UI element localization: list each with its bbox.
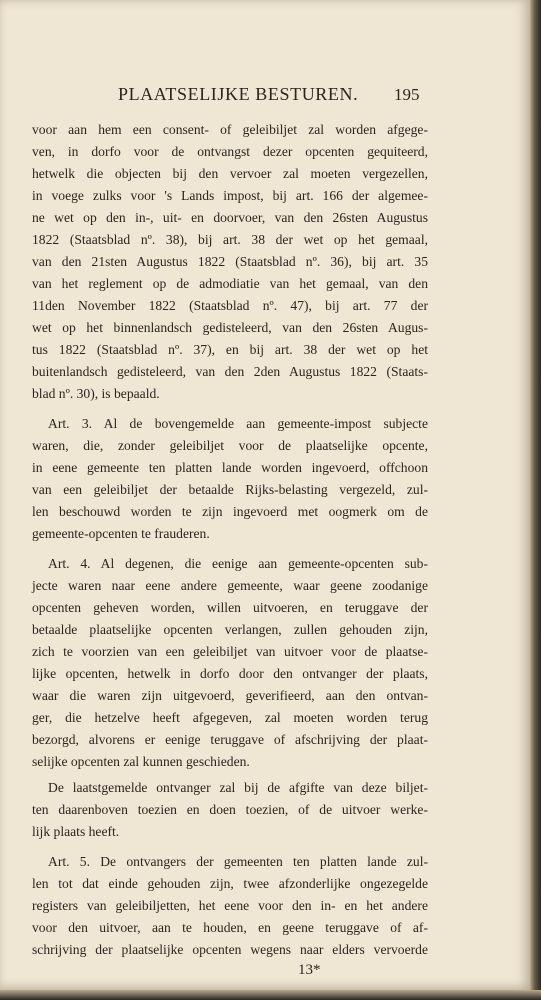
text-line: De laatstgemelde ontvanger zal bij de afgifte van deze biljet-	[48, 780, 428, 795]
text-line: voor aan hem een consent- of geleibiljet zal worden afgege-	[32, 122, 428, 137]
text-line: ne wet op den in-, uit- en doorvoer, van den 26sten Augustus	[32, 210, 428, 225]
text-line: schrijving der plaatselijke opcenten wegens naar elders vervoerde	[32, 942, 428, 957]
text-line: 11den November 1822 (Staatsblad nº. 47), bij art. 77 der	[32, 298, 428, 313]
page-number: 195	[394, 85, 420, 104]
text-line: lijke opcenten, hetwelk in dorfo door den ontvanger der plaats,	[32, 666, 428, 681]
text-line: bezorgd, alvorens er eenige teruggave of afschrijving der plaat-	[32, 732, 428, 747]
page-edge	[530, 0, 541, 1000]
text-line: wet op het binnenlandsch gedisteleerd, van den 26sten Augus-	[32, 320, 428, 335]
text-line: len tot dat einde gehouden zijn, twee afzonderlijke ongezegelde	[32, 876, 428, 891]
text-line: ven, in dorfo voor de ontvangst dezer opcenten gequiteerd,	[32, 144, 428, 159]
text-line: opcenten geheven worden, willen uitvoeren, en teruggave der	[32, 600, 428, 615]
text-line: van den 21sten Augustus 1822 (Staatsblad nº. 36), bij art. 35	[32, 254, 428, 269]
text-line: zich te voorzien van een geleibiljet van uitvoer voor de plaatse-	[32, 644, 428, 659]
text-line: voor den uitvoer, aan te houden, en geene teruggave of af-	[32, 920, 428, 935]
text-line: ten daarenboven toezien en doen toezien, of de uitvoer werke-	[32, 802, 428, 817]
text-line: betaalde plaatselijke opcenten verlangen, zullen gehouden zijn,	[32, 622, 428, 637]
text-line: in eene gemeente ten platten lande worden ingevoerd, offchoon	[32, 460, 428, 475]
text-line: Art. 4. Al degenen, die eenige aan gemeente-opcenten sub-	[48, 556, 428, 571]
text-line: Art. 5. De ontvangers der gemeenten ten platten lande zul-	[48, 854, 428, 869]
running-header-title: PLAATSELIJKE BESTUREN.	[118, 84, 359, 104]
text-line: van een geleibiljet der betaalde Rijks-belasting vergezeld, zul-	[32, 482, 428, 497]
text-line: waren, die, zonder geleibiljet voor de plaatselijke opcente,	[32, 438, 428, 453]
text-line: selijke opcenten zal kunnen geschieden.	[32, 754, 250, 769]
text-line: len beschouwd worden te zijn ingevoerd met oogmerk om de	[32, 504, 428, 519]
text-line: Art. 3. Al de bovengemelde aan gemeente-impost subjecte	[48, 416, 428, 431]
text-line: ger, die hetzelve heeft afgegeven, zal moeten worden terug	[32, 710, 428, 725]
text-line: hetwelk die objecten bij den vervoer zal moeten vergezellen,	[32, 166, 428, 181]
text-line: in voege zulks voor 's Lands impost, bij art. 166 der algemee-	[32, 188, 428, 203]
text-line: van het reglement op de admodiatie van het gemaal, van den	[32, 276, 428, 291]
page-bottom-edge	[0, 990, 541, 1000]
text-line: buitenlandsch gedisteleerd, van den 2den Augustus 1822 (Staats-	[32, 364, 428, 379]
text-line: registers van geleibiljetten, het eene voor den in- en het andere	[32, 898, 428, 913]
text-line: waar die waren zijn uitgevoerd, geverifieerd, aan den ontvan-	[32, 688, 428, 703]
text-line: gemeente-opcenten te frauderen.	[32, 526, 210, 541]
text-line: tus 1822 (Staatsblad nº. 37), en bij art. 38 der wet op het	[32, 342, 428, 357]
text-line: lijk plaats heeft.	[32, 824, 120, 839]
signature-mark: 13*	[298, 962, 321, 978]
text-line: jecte waren naar eene andere gemeente, waar geene zoodanige	[32, 578, 428, 593]
text-line: blad nº. 30), is bepaald.	[32, 386, 160, 401]
text-line: 1822 (Staatsblad nº. 38), bij art. 38 der wet op het gemaal,	[32, 232, 428, 247]
